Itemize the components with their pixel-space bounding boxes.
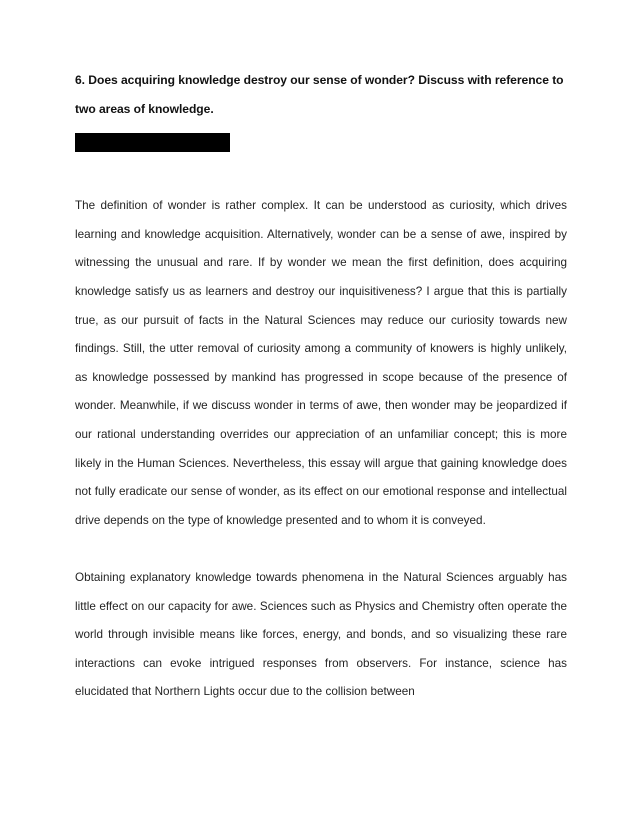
body-paragraph: Obtaining explanatory knowledge towards phenomena in the Natural Sciences arguably has little effect on our capacity for awe. Sciences such as Physics and Chemistry often operate the world through invisible means like forces, energy, and bonds, and so visualizing these rare interactions can evoke intrigued responses from observers. For instance, science has elucidated that Northern Lights occur due to the collision between <box>75 570 567 699</box>
document-content <box>75 66 567 707</box>
essay-body <box>75 192 567 707</box>
redaction-bar <box>75 133 230 152</box>
essay-question-heading: 6. Does acquiring knowledge destroy our sense of wonder? Discuss with reference to two areas of knowledge. <box>75 73 564 116</box>
body-paragraph: The definition of wonder is rather complex. It can be understood as curiosity, which drives learning and knowledge acquisition. Alternatively, wonder can be a sense of awe, inspired by witnessing the unusual and rare. If by wonder we mean the first definition, does acquiring knowledge satisfy us as learners and destroy our inquisitiveness? I argue that this is partially true, as our pursuit of facts in the Natural Sciences may reduce our curiosity towards new findings. Still, the utter removal of curiosity among a community of knowers is highly unlikely, as knowledge possessed by mankind has progressed in scope because of the presence of wonder. Meanwhile, if we discuss wonder in terms of awe, then wonder may be jeopardized if our rational understanding overrides our appreciation of an unfamiliar concept; this is more likely in the Human Sciences. Nevertheless, this essay will argue that gaining knowledge does not fully eradicate our sense of wonder, as its effect on our emotional response and intellectual drive depends on the type of knowledge presented and to whom it is conveyed. <box>75 199 567 527</box>
